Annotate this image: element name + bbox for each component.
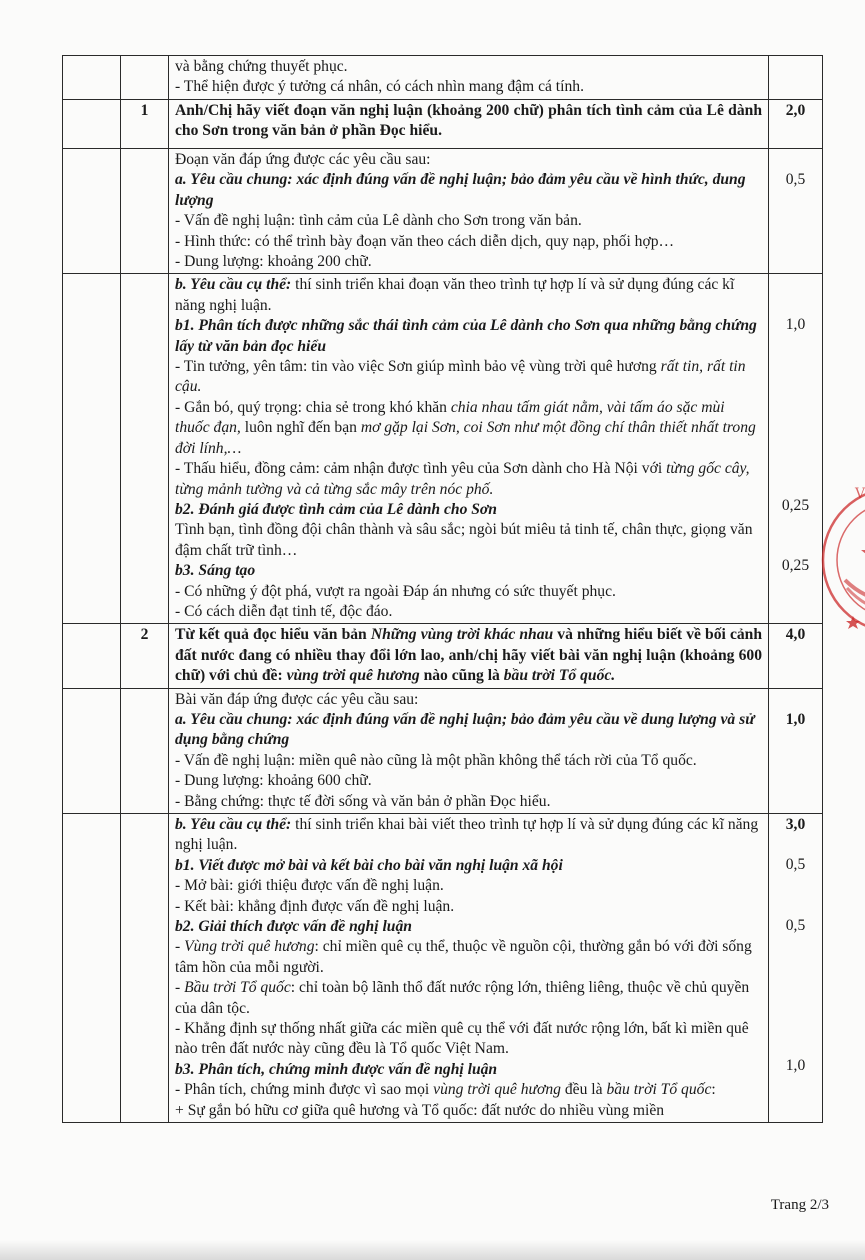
question-part: Từ kết quả đọc hiểu văn bản (175, 626, 371, 644)
work-title: Những vùng trời khác nhau (370, 626, 554, 644)
content-line: - Hình thức: có thể trình bày đoạn văn theo cách diễn dịch, quy nạp, phối hợp… (175, 232, 675, 250)
question-number-cell (121, 274, 169, 624)
content-line: - Dung lượng: khoảng 200 chữ. (175, 253, 372, 271)
score-cell (769, 149, 823, 274)
question-part: nào cũng là (419, 667, 504, 685)
table-row (63, 688, 823, 813)
scan-edge (0, 1240, 865, 1260)
content-line: : chỉ toàn bộ lãnh thổ đất nước rộng lớn, thiêng liêng, thuộc về chủ quyền của dân tộc. (175, 979, 750, 1017)
requirement-b-score: 3,0 (785, 816, 806, 833)
content-line: : (711, 1081, 716, 1099)
question-score: 2,0 (769, 100, 823, 149)
question-number: 2 (121, 624, 169, 688)
requirement-b-label: b. Yêu cầu cụ thể: (175, 816, 292, 833)
term-text: vùng trời quê hương (433, 1081, 561, 1099)
intro-text: Đoạn văn đáp ứng được các yêu cầu sau: (175, 151, 431, 168)
requirement-b-label: b. Yêu cầu cụ thể: (175, 276, 292, 294)
question-number-cell (121, 56, 169, 100)
part-cell (63, 56, 121, 100)
svg-text:V: V (855, 486, 865, 502)
content-line: - Thể hiện được ý tưởng cá nhân, có cách nhìn mang đậm cá tính. (175, 78, 584, 96)
term-text: - Vùng trời quê hương (175, 938, 315, 956)
table-row (63, 56, 823, 100)
intro-text: Bài văn đáp ứng được các yêu cầu sau: (175, 690, 419, 708)
content-line: - Mở bài: giới thiệu được vấn đề nghị luận. (175, 877, 444, 895)
content-cell (169, 56, 769, 100)
table-row (63, 814, 823, 1123)
part-cell (63, 149, 121, 274)
b1-title: b1. Viết được mở bài và kết bài cho bài văn nghị luận xã hội (175, 856, 563, 874)
table-row (63, 624, 823, 688)
table-row (63, 149, 823, 274)
part-cell (63, 100, 121, 149)
score-cell (769, 814, 823, 1123)
b1-score: 1,0 (785, 316, 806, 334)
part-cell (63, 274, 121, 624)
content-cell (169, 274, 769, 624)
requirement-a-score: 0,5 (785, 171, 806, 188)
question-text (169, 624, 769, 688)
content-line: - Thấu hiểu, đồng cảm: cảm nhận được tình yêu của Sơn dành cho Hà Nội với (175, 460, 667, 478)
requirement-a-score: 1,0 (785, 710, 806, 728)
content-line: - Vấn đề nghị luận: miền quê nào cũng là một phần không thể tách rời của Tổ quốc. (175, 751, 697, 769)
score-cell (769, 56, 823, 100)
b1-score: 0,5 (785, 856, 806, 874)
content-line: - Vấn đề nghị luận: tình cảm của Lê dành cho Sơn trong văn bản. (175, 212, 582, 230)
term-text: bầu trời Tổ quốc (606, 1081, 712, 1099)
content-line: - Phân tích, chứng minh được vì sao mọi (175, 1081, 434, 1099)
question-number-cell (121, 814, 169, 1123)
quote-text: rất tin, rất tin cậu. (175, 358, 746, 396)
content-line: + Sự gắn bó hữu cơ giữa quê hương và Tổ quốc: đất nước do nhiều vùng miền (175, 1101, 665, 1119)
content-line: - Tin tưởng, yên tâm: tin vào việc Sơn giúp mình bảo vệ vùng trời quê hương (175, 358, 661, 376)
page-number: Trang 2/3 (770, 1197, 829, 1213)
content-line: Tình bạn, tình đồng đội chân thành và sâu sắc; ngòi bút miêu tả tinh tế, chân thực, giọng văn đậm chất trữ tình… (175, 521, 753, 559)
content-line: - Kết bài: khẳng định được vấn đề nghị luận. (175, 897, 455, 915)
quote-text: chia nhau tấm giát nằm, vài tấm áo sặc mùi thuốc đạn, (175, 398, 725, 437)
topic-phrase: vùng trời quê hương (286, 667, 420, 685)
requirement-a-title: a. Yêu cầu chung: xác định đúng vấn đề nghị luận; bảo đảm yêu cầu về hình thức, dung lượng (175, 171, 746, 209)
question-number: 1 (121, 100, 169, 149)
content-line: luôn nghĩ đến bạn (240, 419, 361, 437)
requirement-b-text: thí sinh triển khai bài viết theo trình tự hợp lí và sử dụng đúng các kĩ năng nghị luận. (175, 816, 759, 854)
content-cell (169, 814, 769, 1123)
question-number-cell (121, 149, 169, 274)
quote-text: mơ gặp lại Sơn, coi Sơn như một đồng chí thân thiết nhất trong đời lính,… (175, 419, 756, 457)
b1-title: b1. Phân tích được những sắc thái tình cảm của Lê dành cho Sơn qua những bằng chứng lấy từ văn bản đọc hiểu (175, 317, 757, 355)
score-cell (769, 688, 823, 813)
content-line: - Dung lượng: khoảng 600 chữ. (175, 772, 372, 790)
part-cell (63, 624, 121, 688)
b3-title: b3. Sáng tạo (175, 562, 256, 580)
official-seal-icon (815, 470, 865, 650)
content-line: - Gắn bó, quý trọng: chia sẻ trong khó khăn (175, 398, 451, 416)
question-number-cell (121, 688, 169, 813)
table-row (63, 274, 823, 624)
content-line: - Khẳng định sự thống nhất giữa các miền quê cụ thể với đất nước rộng lớn, bất kì miền quê nào trên đất nước này cũng đều là Tổ quốc Việt Nam. (175, 1020, 749, 1058)
content-line: - Bằng chứng: thực tế đời sống và văn bản ở phần Đọc hiểu. (175, 792, 551, 810)
term-text: - Bầu trời Tổ quốc (175, 979, 291, 997)
b3-score: 0,25 (781, 557, 810, 575)
requirement-b-text: thí sinh triển khai đoạn văn theo trình tự hợp lí và sử dụng đúng các kĩ năng nghị luận. (175, 276, 735, 314)
b2-title: b2. Giải thích được vấn đề nghị luận (175, 918, 412, 936)
content-line: đều là (560, 1081, 607, 1099)
requirement-a-title: a. Yêu cầu chung: xác định đúng vấn đề nghị luận; bảo đảm yêu cầu về dung lượng và sử dụng bằng chứng (175, 710, 755, 749)
b3-title: b3. Phân tích, chứng minh được vấn đề nghị luận (175, 1060, 498, 1078)
scoring-table (62, 55, 823, 1123)
content-cell (169, 149, 769, 274)
question-text: Anh/Chị hãy viết đoạn văn nghị luận (khoảng 200 chữ) phân tích tình cảm của Lê dành cho Sơn trong văn bản ở phần Đọc hiểu. (169, 100, 769, 149)
quote-text: từng gốc cây, từng mảnh tường và cả từng sắc mây trên nóc phố. (175, 460, 750, 498)
b2-title: b2. Đánh giá được tình cảm của Lê dành cho Sơn (175, 500, 497, 518)
content-cell (169, 688, 769, 813)
question-part: và những hiểu biết về bối cảnh đất nước đang có nhiều thay đổi lớn lao, anh/chị hãy viết bài văn nghị luận (khoảng 600 chữ) với chủ đề: (175, 626, 763, 685)
b2-score: 0,5 (785, 916, 806, 934)
topic-phrase: bầu trời Tổ quốc. (503, 667, 616, 685)
content-line: - Có cách diễn đạt tinh tế, độc đáo. (175, 602, 393, 620)
content-line: và bằng chứng thuyết phục. (175, 58, 348, 75)
part-cell (63, 814, 121, 1123)
b3-score: 1,0 (785, 1057, 806, 1075)
part-cell (63, 688, 121, 813)
content-line: - Có những ý đột phá, vượt ra ngoài Đáp án nhưng có sức thuyết phục. (175, 582, 616, 600)
content-line: : chỉ miền quê cụ thể, thuộc về nguồn cội, thường gắn bó với đời sống tâm hồn của mỗi người. (175, 938, 752, 976)
table-row (63, 100, 823, 149)
question-score: 4,0 (769, 624, 823, 688)
b2-score: 0,25 (781, 496, 810, 514)
